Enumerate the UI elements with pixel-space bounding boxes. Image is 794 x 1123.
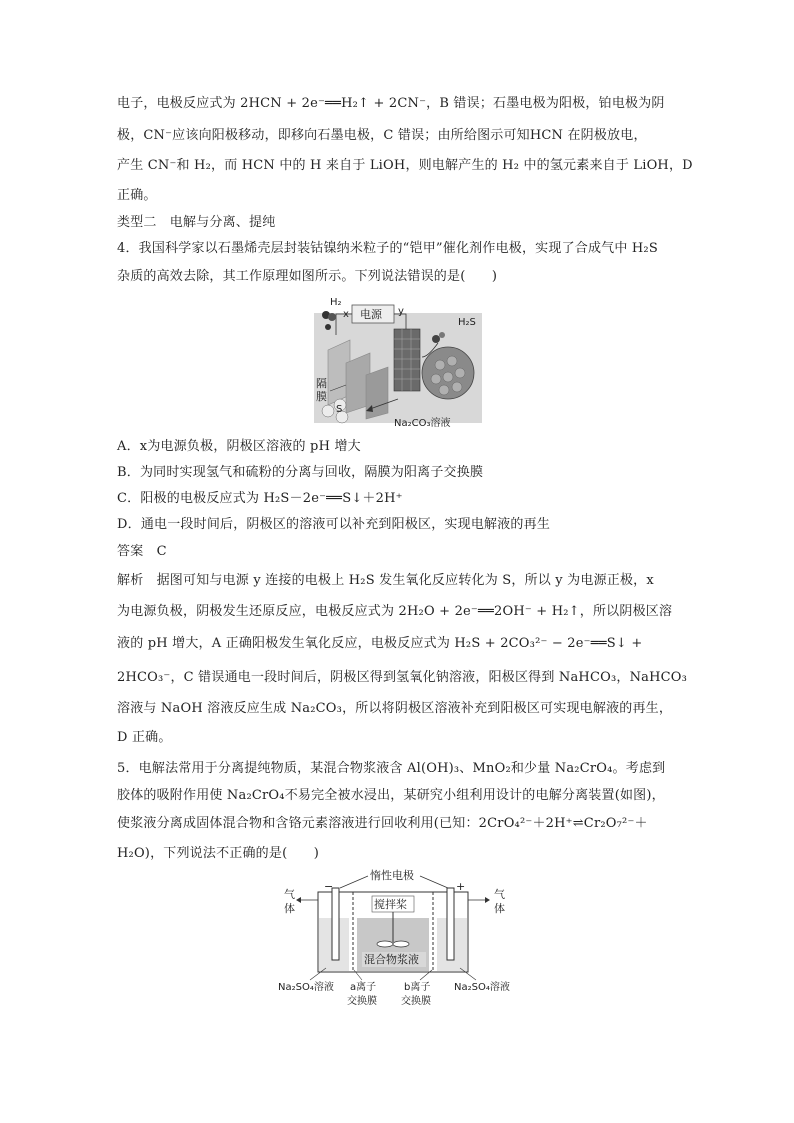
slurry-label: 混合物浆液 <box>364 953 419 966</box>
question-5-stem: 使浆液分离成固体混合物和含铬元素溶液进行回收利用(已知：2CrO₄²⁻＋2H⁺⇌Cr₂O₇²⁻＋ <box>117 816 648 831</box>
electrode-label: 惰性电极 <box>370 869 414 882</box>
x-label: x <box>343 309 349 320</box>
h2s-label: H₂S <box>458 317 476 328</box>
text-line: 正确。 <box>117 188 157 203</box>
minus-sign: − <box>324 880 334 893</box>
stirrer-label: 搅拌桨 <box>374 898 407 911</box>
question-5-stem: 胶体的吸附作用使 Na₂CrO₄不易完全被水浸出，某研究小组利用设计的电解分离装置(如图)， <box>117 788 665 803</box>
option-c: C．阳极的电极反应式为 H₂S－2e⁻══S↓＋2H⁺ <box>117 491 403 506</box>
b-membrane-label: b离子 <box>404 982 431 993</box>
plus-sign: + <box>456 880 466 893</box>
membrane-label-1: 隔 <box>316 377 327 390</box>
h2s-molecule-icon <box>432 335 440 343</box>
right-solution-label: Na₂SO₄溶液 <box>454 982 510 993</box>
question-5-stem: H₂O)，下列说法不正确的是( ) <box>117 846 320 861</box>
solution-label: Na₂CO₃溶液 <box>394 418 451 429</box>
gas-arrow-left-icon <box>296 897 301 903</box>
explanation-line: D 正确。 <box>117 730 172 745</box>
power-label: 电源 <box>360 308 382 321</box>
h2s-electrolysis-figure <box>310 295 490 430</box>
option-a: A．x为电源负极，阴极区溶液的 pH 增大 <box>117 439 361 454</box>
text-line: 产生 CN⁻和 H₂，而 HCN 中的 H 来自于 LiOH，则电解产生的 H₂ 中的氢元素来自于 LiOH，D <box>117 158 693 173</box>
electrolytic-separation-figure <box>270 868 526 1013</box>
left-electrode <box>332 888 339 960</box>
right-electrode <box>447 888 454 960</box>
y-label: y <box>398 306 404 317</box>
a-membrane-label: a离子 <box>350 982 377 993</box>
explanation-line: 液的 pH 增大，A 正确阳极发生氧化反应，电极反应式为 H₂S + 2CO₃²⁻ − 2e⁻══S↓ + <box>117 636 643 651</box>
section-heading: 类型二 电解与分离、提纯 <box>117 215 276 230</box>
question-4-stem: 杂质的高效去除，其工作原理如图所示。下列说法错误的是( ) <box>117 269 498 284</box>
question-5-stem: 5．电解法常用于分离提纯物质，某混合物浆液含 Al(OH)₃、MnO₂和少量 Na₂CrO₄。考虑到 <box>117 761 666 776</box>
gas-label-right: 气 <box>494 888 505 901</box>
option-b: B．为同时实现氢气和硫粉的分离与回收，隔膜为阳离子交换膜 <box>117 465 484 480</box>
gas-arrow-right-icon <box>485 897 490 903</box>
explanation-line: 溶液与 NaOH 溶液反应生成 Na₂CO₃，所以将阴极区溶液补充到阳极区可实现电解液的再生， <box>117 701 673 716</box>
h2-label: H₂ <box>330 297 342 308</box>
catalyst-sphere-icon <box>422 347 474 399</box>
membrane-label-2: 膜 <box>316 390 327 403</box>
explanation-line: 为电源负极，阴极发生还原反应，电极反应式为 2H₂O + 2e⁻══2OH⁻ + H₂↑，所以阴极区溶 <box>117 604 673 619</box>
gas-label-right: 体 <box>494 902 505 915</box>
sulfur-label: S <box>336 404 343 415</box>
answer: 答案 C <box>117 544 167 559</box>
gas-label-left: 气 <box>284 888 295 901</box>
explanation-line: 2HCO₃⁻，C 错误通电一段时间后，阴极区得到氢氧化钠溶液，阳极区得到 NaHCO₃，NaHCO₃ <box>117 670 688 685</box>
b-membrane-label: 交换膜 <box>401 996 431 1007</box>
left-solution-label: Na₂SO₄溶液 <box>278 982 334 993</box>
option-d: D．通电一段时间后，阴极区的溶液可以补充到阳极区，实现电解液的再生 <box>117 517 551 532</box>
text-line: 电子，电极反应式为 2HCN + 2e⁻══H₂↑ + 2CN⁻，B 错误；石墨电极为阳极，铂电极为阴 <box>117 96 665 111</box>
a-membrane-label: 交换膜 <box>347 996 377 1007</box>
explanation-line: 解析 据图可知与电源 y 连接的电极上 H₂S 发生氧化反应转化为 S，所以 y 为电源正极，x <box>117 573 654 588</box>
gas-label-left: 体 <box>284 902 295 915</box>
text-line: 极，CN⁻应该向阳极移动，即移向石墨电极，C 错误；由所给图示可知HCN 在阴极放电， <box>117 128 647 143</box>
question-4-stem: 4．我国科学家以石墨烯壳层封装钴镍纳米粒子的“铠甲”催化剂作电极，实现了合成气中 H₂S <box>117 241 658 256</box>
mesh-electrode <box>394 329 420 391</box>
